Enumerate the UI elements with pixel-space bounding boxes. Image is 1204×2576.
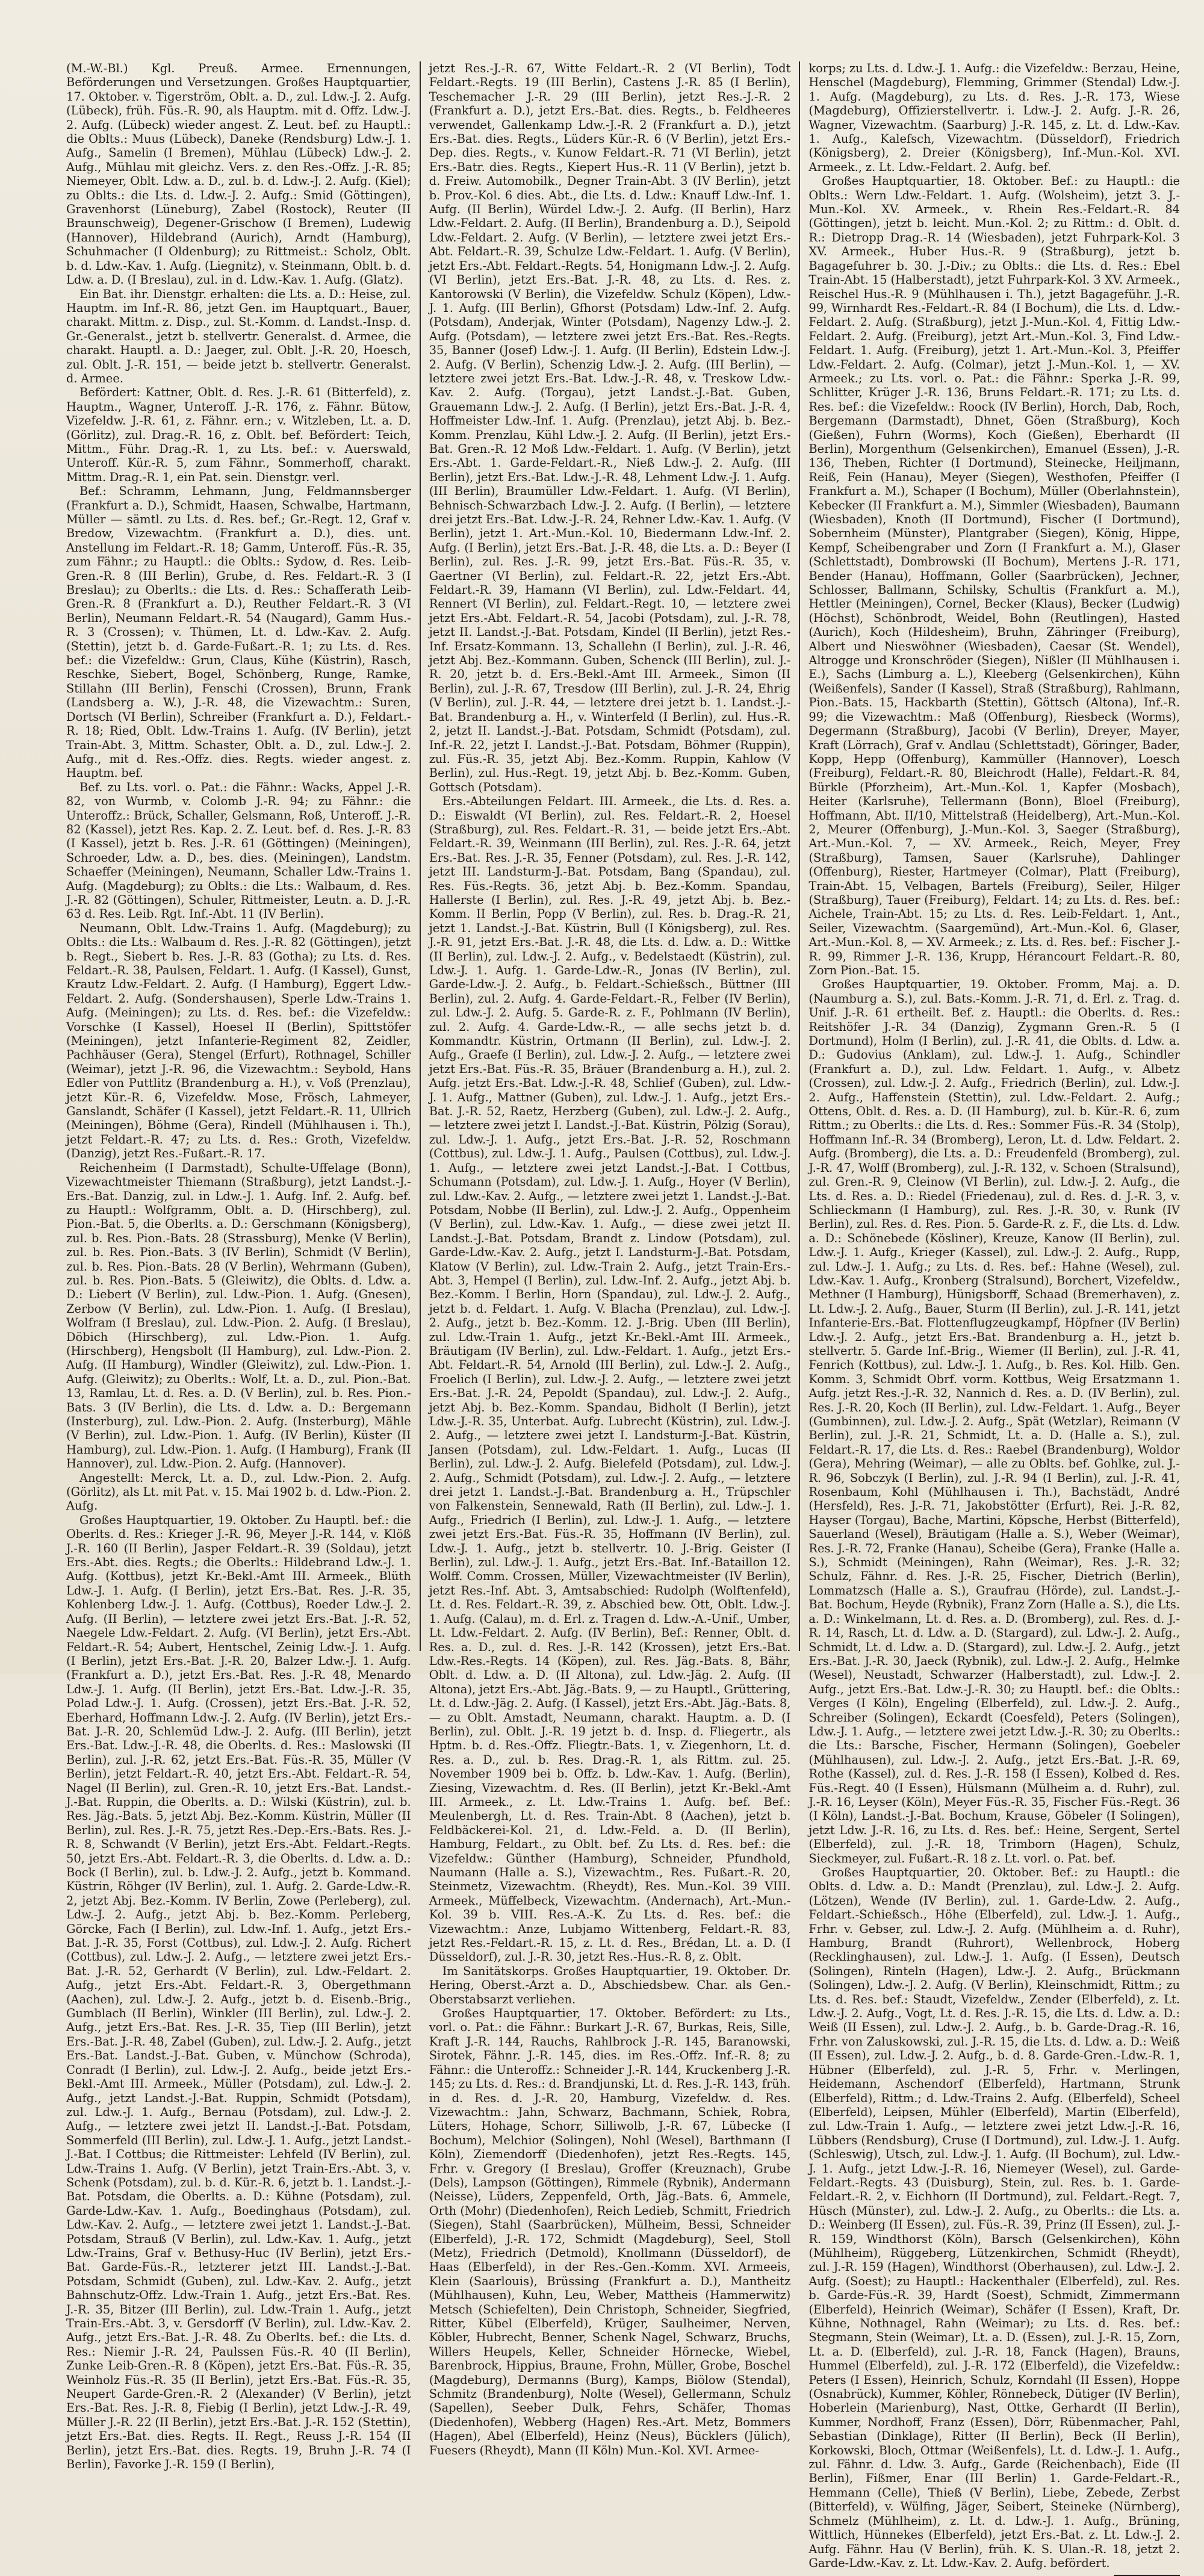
paragraph: Großes Hauptquartier, 19. Oktober. Fromm, Maj. a. D. (Naumburg a. S.), zul. Bats.-Komm. J.-R. 71, d. Erl. z. Trag. d. Unif. J.-R. 61 ertheilt. Bef. z. Hauptl.: die Oberlts. d. Res.: Reitshöfer J.-R. 34 (Danzig), Zygmann Gren.-R. 5 (I Dortmund), Holm (I Berlin), zul. J.-R. 41, die Oblts. d. Ldw. a. D.: Gudovius (Anklam), zul. Ldw.-J. 1. Aufg., Schindler (Frankfurt a. D.), zul. Ldw. Feldart. 1. Aufg., v. Albetz (Crossen), zul. Ldw.-J. 2. Aufg., Friedrich (Berlin), zul. Ldw.-J. 2. Aufg., Haffenstein (Stettin), zul. Ldw.-Feldart. 2. Aufg.; Ottens, Oblt. d. Res. a. D. (II Hamburg), zul. b. Kür.-R. 6, zum Rittm.; zu Oberlts.: die Lts. d. Res.: Sommer Füs.-R. 34 (Stolp), Hoffmann Inf.-R. 34 (Bromberg), Leron, Lt. d. Ldw. Feldart. 2. Aufg. (Bromberg), die Lts. a. D.: Freudenfeld (Bromberg), zul. J.-R. 47, Wolff (Bromberg), zul. J.-R. 132, v. Schoen (Stralsund), zul. Gren.-R. 9, Cleinow (VI Berlin), zul. Ldw.-J. 2. Aufg., die Lts. d. Res. a. D.: Riedel (Friedenau), zul. d. Res. d. J.-R. 3, v. Schlieckmann (I Hamburg), zul. Res. J.-R. 30, v. Runk (IV Berlin), zul. Res. d. Res. Pion. 5. Garde-R. z. F., die Lts. d. Ldw. a. D.: Schönebede (Kösliner), Kreuze, Kanow (II Berlin), zul. Ldw.-J. 1. Aufg., Krieger (Kassel), zul. Ldw.-J. 2. Aufg., Rupp, zul. Ldw.-J. 1. Aufg.; zu Lts. d. Res. bef.: Hahne (Wesel), zul. Ldw.-Kav. 1. Aufg., Kronberg (Stralsund), Borchert, Vizefeldw., Methner (I Hamburg), Hünigsborff, Schaad (Bremerhaven), z. Lt. Ldw.-J. 2. Aufg., Bauer, Sturm (II Berlin), zul. J.-R. 141, jetzt Infanterie-Ers.-Bat. Flottenflugzeugkampf, Höpfner (IV Berlin) Ldw.-J. 2. Aufg., jetzt Ers.-Bat. Brandenburg a. H., jetzt b. stellvertr. 5. Garde Inf.-Brig., Wiemer (II Berlin), zul. J.-R. 41, Fenrich (Kottbus), zul. Ldw.-J. 1. Aufg., b. Res. Kol. Hilb. Gen. Komm. 3, Schmidt Obrf. vorm. Kottbus, Weig Ersatzmann 1. Aufg. jetzt Res.-J.-R. 32, Nannich d. Res. a. D. (IV Berlin), zul. Res. J.-R. 20, Koch (II Berlin), zul. Ldw.-Feldart. 1. Aufg., Beyer (Gumbinnen), zul. Ldw.-J. 2. Aufg., Spät (Wetzlar), Reimann (V Berlin), zul. J.-R. 21, Schmidt, Lt. a. D. (Halle a. S.), zul. Feldart.-R. 17, die Lts. d. Res.: Raebel (Brandenburg), Woldor (Gera), Mehring (Weimar), — alle zu Oblts. bef. Gohlke, zul. J.-R. 96, Sobczyk (I Berlin), zul. J.-R. 94 (I Berlin), zul. J.-R. 41, Rosenbaum, Kohl (Mühlhausen i. Th.), Bachstädt, André (Hersfeld), Res. J.-R. 71, Jakobstötter (Erfurt), Rei. J.-R. 82, Hayser (Torgau), Bache, Martini, Köpsche, Herbst (Bitterfeld), Sauerland (Wesel), Bräutigam (Halle a. S.), Weber (Weimar), Res. J.-R. 72, Franke (Hanau), Scheibe (Gera), Franke (Halle a. S.), Schmidt (Meiningen), Rahn (Weimar), Res. J.-R. 32; Schulz, Fähnr. d. Res. J.-R. 25, Fischer, Dietrich (Berlin), Lommatzsch (Halle a. S.), Graufrau (Hörde), zul. Landst.-J.-Bat. Bochum, Heyde (Rybnik), Franz Zorn (Halle a. S.), die Lts. a. D.: Winkelmann, Lt. d. Res. a. D. (Bromberg), zul. Res. d. J.-R. 14, Rasch, Lt. d. Ldw. a. D. (Stargard), zul. Ldw.-J. 2. Aufg., Schmidt, Lt. d. Ldw. a. D. (Stargard), zul. Ldw.-J. 2. Aufg., jetzt Ers.-Bat. J.-R. 30, Jaeck (Rybnik), zul. Ldw.-J. 2. Aufg., Helmke (Wesel), Neustadt, Schwarzer (Halberstadt), zul. Ldw.-J. 2. Aufg., jetzt Ers.-Bat. Ldw.-J.-R. 30; zu Hauptl. bef.: die Oblts.: Verges (I Köln), Engeling (Elberfeld), zul. Ldw.-J. 2. Aufg., Schreiber (Solingen), Eckardt (Coesfeld), Peters (Solingen), Ldw.-J. 1. Aufg., — letztere zwei jetzt Ldw.-J.-R. 30; zu Oberlts.: die Lts.: Barsche, Fischer, Hermann (Solingen), Goebeler (Mühlhausen), zul. Ldw.-J. 2. Aufg., jetzt Ers.-Bat. J.-R. 69, Rothe (Kassel), zul. d. Res. J.-R. 158 (I Essen), Kolbed d. Res. Füs.-Regt. 40 (I Essen), Hülsmann (Mülheim a. d. Ruhr), zul. J.-R. 16, Leyser (Köln), Meyer Füs.-R. 35, Fischer Füs.-Regt. 36 (I Köln), Landst.-J.-Bat. Bochum, Krause, Göbeler (I Solingen), jetzt Ldw. J.-R. 16, zu Lts. d. Res. bef.: Heine, Sergent, Sertel (Elberfeld), zul. J.-R. 18, Trimborn (Hagen), Schulz, Sieckmeyer, zul. Fußart.-R. 18 z. Lt. vorl. o. Pat. bef. [808,977,1180,1865]
paragraph: (M.-W.-Bl.) Kgl. Preuß. Armee. Ernennungen, Beförderungen und Versetzungen. Großes Hauptquartier, 17. Oktober. v. Tigerström, Oblt. a. D., zul. Ldw.-J. 2. Aufg. (Lübeck), früh. Füs.-R. 90, als Hauptm. mit d. Offz. Ldw.-J. 2. Aufg. (Lübeck) wieder angest. Z. Leut. bef. zu Hauptl.: die Oblts.: Muus (Lübeck), Daneke (Rendsburg) Ldw.-J. 1. Aufg., Samelin (I Bremen), Mühlau (Lübeck) Ldw.-J. 2. Aufg., Mühlau mit gleichz. Vers. z. den Res.-Offz. J.-R. 85; Niemeyer, Oblt. Ldw. a. D., zul. b. d. Ldw.-J. 2. Aufg. (Kiel); zu Oblts.: die Lts. d. Ldw.-J. 2. Aufg.: Smid (Göttingen), Gravenhorst (Lüneburg), Zabel (Rostock), Reuter (II Braunschweig), Degener-Grischow (I Bremen), Ludewig (Hannover), Hildebrand (Aurich), Arndt (Hamburg), Schuhmacher (I Oldenburg); zu Rittmeist.: Scholz, Oblt. b. d. Ldw.-Kav. 1. Aufg. (Liegnitz), v. Steinmann, Oblt. b. d. Ldw. a. D. (I Breslau), zul. in d. Ldw.-Kav. 1. Aufg. (Glatz). [66,61,411,287]
paragraph: korps; zu Lts. d. Ldw.-J. 1. Aufg.: die Vizefeldw.: Berzau, Heine, Henschel (Magdeburg), Flemming, Grimmer (Stendal) Ldw.-J. 1. Aufg. (Magdeburg), zu Lts. d. Res. J.-R. 173, Wiese (Magdeburg), Offizierstellvertr. i. Ldw.-J. 2. Aufg. J.-R. 26, Wagner, Vizewachtm. (Saarburg) J.-R. 145, z. Lt. d. Ldw.-Kav. 1. Aufg., Kalefsch, Vizewachtm. (Düsseldorf), Friedrich (Königsberg), 2. Dreier (Königsberg), Inf.-Mun.-Kol. XVI. Armeek., z. Lt. Ldw.-Feldart. 2. Aufg. bef. [808,61,1180,174]
column-2-text [429,61,791,2457]
paragraph: Großes Hauptquartier, 18. Oktober. Bef.: zu Hauptl.: die Oblts.: Wern Ldw.-Feldart. 1. Aufg. (Wolsheim), jetzt 3. J.-Mun.-Kol. XV. Armeek., v. Rhein Res.-Feldart.-R. 84 (Göttingen), jetzt b. leicht. Mun.-Kol. 2; zu Rittm.: d. Oblt. d. R.: Dietropp Drag.-R. 14 (Wiesbaden), jetzt Fuhrpark-Kol. 3 XV. Armeek., Huber Hus.-R. 9 (Straßburg), jetzt b. Bagagefuhrer b. 30. J.-Div.; zu Oblts.: die Lts. d. Res.: Ebel Train-Abt. 15 (Halberstadt), jetzt Fuhrpark-Kol. 3 XV. Armeek., Reischel Hus.-R. 9 (Mühlhausen i. Th.), jetzt Bagageführ. J.-R. 99, Wirnhardt Res.-Feldart.-R. 84 (I Bochum), die Lts. d. Ldw.-Feldart. 2. Aufg. (Straßburg), jetzt J.-Mun.-Kol. 4, Fittig Ldw.-Feldart. 2. Aufg. (Freiburg), jetzt Art.-Mun.-Kol. 3, Find Ldw.-Feldart. 1. Aufg. (Freiburg), jetzt 1. Art.-Mun.-Kol. 3, Pfeiffer Ldw.-Feldart. 2. Aufg. (Colmar), jetzt J.-Mun.-Kol. 1, — XV. Armeek.; zu Lts. vorl. o. Pat.: die Fähnr.: Sperka J.-R. 99, Schlitter, Krüger J.-R. 136, Bruns Feldart.-R. 171; zu Lts. d. Res. bef.: die Vizefeldw.: Roock (IV Berlin), Horch, Dab, Roch, Bergemann (Darmstadt), Dhnet, Göen (Straßburg), Koch (Gießen), Fuhrn (Worms), Koch (Gießen), Eberhardt (II Berlin), Morgenthum (Gelsenkirchen), Emanuel (Essen), J.-R. 136, Theben, Richter (I Dortmund), Steinecke, Heiljmann, Reiß, Fein (Hanau), Meyer (Siegen), Westhofen, Pfeiffer (I Frankfurt a. M.), Schaper (I Bochum), Müller (Oberlahnstein), Kebecker (II Frankfurt a. M.), Simmler (Wiesbaden), Baumann (Wiesbaden), Knoth (II Dortmund), Fischer (I Dortmund), Sobernheim (Münster), Plantgraber (Siegen), König, Hippe, Kempf, Scheibengraber und Zorn (I Frankfurt a. M.), Glaser (Schlettstadt), Dombrowski (II Bochum), Mertens J.-R. 171, Bender (Hanau), Hoffmann, Goller (Saarbrücken), Jechner, Schlosser, Ballmann, Schilsky, Schultis (Frankfurt a. M.), Hettler (Meiningen), Cornel, Becker (Klaus), Becker (Ludwig) (Höchst), Schönbrodt, Weidel, Bohn (Reutlingen), Hasted (Aurich), Koch (Hildesheim), Bruhn, Zähringer (Freiburg), Albert und Nieswöhner (Wiesbaden), Caesar (St. Wendel), Altrogge und Kronschröder (Siegen), Nißler (II Mühlhausen i. E.), Sachs (Limburg a. L.), Kleeberg (Gelsenkirchen), Kühn (Weißenfels), Sander (I Kassel), Straß (Straßburg), Rahlmann, Pion.-Bats. 15, Hackbarth (Stettin), Göttsch (Altona), Inf.-R. 99; die Vizewachtm.: Maß (Offenburg), Riesbeck (Worms), Degermann (Straßburg), Jacobi (V Berlin), Dreyer, Mayer, Kraft (Lörrach), Graf v. Andlau (Schlettstadt), Göringer, Bader, Kopp, Hepp (Offenburg), Kammüller (Hannover), Loesch (Freiburg), Feldart.-R. 80, Bleichrodt (Halle), Feldart.-R. 84, Bürkle (Pforzheim), Art.-Mun.-Kol. 1, Kapfer (Mosbach), Heiter (Karlsruhe), Tellermann (Bonn), Bloel (Freiburg), Hoffmann, Abt. II/10, Mittelstraß (Heidelberg), Art.-Mun.-Kol. 2, Meurer (Offenburg), J.-Mun.-Kol. 3, Saeger (Straßburg), Art.-Mun.-Kol. 7, — XV. Armeek., Reich, Meyer, Frey (Straßburg), Tamsen, Sauer (Karlsruhe), Dahlinger (Offenburg), Riester, Hartmeyer (Colmar), Platt (Freiburg), Train-Abt. 15, Velbagen, Bartels (Freiburg), Seiler, Hilger (Straßburg), Tauer (Freiburg), Feldart. 14; zu Lts. d. Res. bef.: Aichele, Train-Abt. 15; zu Lts. d. Res. Leib-Feldart. 1, Ant., Seiler, Vizewachtm. (Saargemünd), Art.-Mun.-Kol. 6, Glaser, Art.-Mun.-Kol. 8, — XV. Armeek.; z. Lts. d. Res. bef.: Fischer J.-R. 99, Rimmer J.-R. 136, Krupp, Hérancourt Feldart.-R. 80, Zorn Pion.-Bat. 15. [808,174,1180,977]
column-1-text [66,61,411,2471]
column-3-text [808,61,1180,2576]
paragraph: Angestellt: Merck, Lt. a. D., zul. Ldw.-Pion. 2. Aufg. (Görlitz), als Lt. mit Pat. v. 15. Mai 1902 b. d. Ldw.-Pion. 2. Aufg. [66,1470,411,1513]
paragraph: Großes Hauptquartier, 19. Oktober. Zu Hauptl. bef.: die Oberlts. d. Res.: Krieger J.-R. 96, Meyer J.-R. 144, v. Klöß J.-R. 160 (II Berlin), Jasper Feldart.-R. 39 (Soldau), jetzt Ers.-Abt. dies. Regts.; die Oberlts.: Hildebrand Ldw.-J. 1. Aufg. (Kottbus), jetzt Kr.-Bekl.-Amt III. Armeek., Blüth Ldw.-J. 1. Aufg. (I Berlin), jetzt Ers.-Bat. Res. J.-R. 35, Kohlenberg Ldw.-J. 1. Aufg. (Cottbus), Roeder Ldw.-J. 2. Aufg. (II Berlin), — letztere zwei jetzt Ers.-Bat. J.-R. 52, Naegele Ldw.-Feldart. 2. Aufg. (VI Berlin), jetzt Ers.-Abt. Feldart.-R. 54; Aubert, Hentschel, Zeinig Ldw.-J. 1. Aufg. (I Berlin), jetzt Ers.-Bat. J.-R. 20, Balzer Ldw.-J. 1. Aufg. (Frankfurt a. D.), jetzt Ers.-Bat. Res. J.-R. 48, Menardo Ldw.-J. 1. Aufg. (II Berlin), jetzt Ers.-Bat. Ldw.-J.-R. 35, Polad Ldw.-J. 1. Aufg. (Crossen), jetzt Ers.-Bat. J.-R. 52, Eberhard, Hoffmann Ldw.-J. 2. Aufg. (IV Berlin), jetzt Ers.-Bat. J.-R. 20, Schlemüd Ldw.-J. 2. Aufg. (III Berlin), jetzt Ers.-Bat. Ldw.-J.-R. 48, die Oberlts. d. Res.: Maslowski (II Berlin), zul. J.-R. 62, jetzt Ers.-Bat. Füs.-R. 35, Müller (V Berlin), jetzt Feldart.-R. 40, jetzt Ers.-Abt. Feldart.-R. 54, Nagel (II Berlin), zul. Gren.-R. 10, jetzt Ers.-Bat. Landst.-J.-Bat. Ruppin, die Oberlts. a. D.: Wilski (Küstrin), zul. b. Res. Jäg.-Bats. 5, jetzt Abj. Bez.-Komm. Küstrin, Müller (II Berlin), zul. Res. J.-R. 75, jetzt Res.-Dep.-Ers.-Bats. Res. J.-R. 8, Schwandt (V Berlin), jetzt Ers.-Abt. Feldart.-Regts. 50, jetzt Ers.-Abt. Feldart.-R. 3, die Oberlts. d. Ldw. a. D.: Bock (I Berlin), zul. b. Ldw.-J. 2. Aufg., jetzt b. Kommand. Küstrin, Röhger (IV Berlin), zul. 1. Aufg. 2. Garde-Ldw.-R. 2, jetzt Abj. Bez.-Komm. IV Berlin, Zowe (Perleberg), zul. Ldw.-J. 2. Aufg., jetzt Abj. b. Bez.-Komm. Perleberg, Görcke, Fach (I Berlin), zul. Ldw.-Inf. 1. Aufg., jetzt Ers.-Bat. J.-R. 35, Forst (Cottbus), zul. Ldw.-J. 2. Aufg. Richert (Cottbus), zul. Ldw.-J. 2. Aufg., — letztere zwei jetzt Ers.-Bat. J.-R. 52, Gerhardt (V Berlin), zul. Ldw.-Feldart. 2. Aufg., jetzt Ers.-Abt. Feldart.-R. 3, Obergethmann (Aachen), zul. Ldw.-J. 2. Aufg., jetzt b. d. Eisenb.-Brig., Gumblach (II Berlin), Winkler (III Berlin), zul. Ldw.-J. 2. Aufg., jetzt Ers.-Bat. Res. J.-R. 35, Tiep (III Berlin), jetzt Ers.-Bat. J.-R. 48, Zabel (Guben), zul. Ldw.-J. 2. Aufg., jetzt Ers.-Bat. Landst.-J.-Bat. Guben, v. Münchow (Schroda), Conradt (I Berlin), zul. Ldw.-J. 2. Aufg., beide jetzt Ers.-Bekl.-Amt III. Armeek., Müller (Potsdam), zul. Ldw.-J. 2. Aufg., jetzt Landst.-J.-Bat. Ruppin, Schmidt (Potsdam), zul. Ldw.-J. 1. Aufg., Bernau (Potsdam), zul. Ldw.-J. 2. Aufg., — letztere zwei jetzt II. Landst.-J.-Bat. Potsdam, Sommerfeld (III Berlin), zul. Ldw.-J. 1. Aufg., jetzt Landst.-J.-Bat. I Cottbus; die Rittmeister: Lehfeld (IV Berlin), zul. Ldw.-Trains 1. Aufg. (V Berlin), jetzt Train-Ers.-Abt. 3, v. Schenk (Potsdam), zul. b. d. Kür.-R. 6, jetzt b. 1. Landst.-J.-Bat. Potsdam, die Oberlts. a. D.: Kühne (Potsdam), zul. Garde-Ldw.-Kav. 1. Aufg., Boedinghaus (Potsdam), zul. Ldw.-Kav. 2. Aufg., — letztere zwei jetzt 1. Landst.-J.-Bat. Potsdam, Strauß (V Berlin), zul. Ldw.-Kav. 1. Aufg., jetzt Ldw.-Trains, Graf v. Bethusy-Huc (IV Berlin), jetzt Ers.-Bat. Garde-Füs.-R., letzterer jetzt III. Landst.-J.-Bat. Potsdam, Schmidt (Guben), zul. Ldw.-Kav. 2. Aufg., jetzt Bahnschutz-Offz. Ldw.-Train 1. Aufg., jetzt Ers.-Bat. Res. J.-R. 35, Bitzer (III Berlin), zul. Ldw.-Train 1. Aufg., jetzt Train-Ers.-Abt. 3, v. Gersdorff (V Berlin), zul. Ldw.-Kav. 2. Aufg., jetzt Ers.-Bat. J.-R. 48. Zu Oberlts. bef.: die Lts. d. Res.: Niemir J.-R. 24, Paulssen Füs.-R. 40 (II Berlin), Zunke Leib-Gren.-R. 8 (Köpen), jetzt Ers.-Bat. Füs.-R. 35, Weinholz Füs.-R. 35 (II Berlin), jetzt Ers.-Bat. Füs.-R. 35, Neupert Garde-Gren.-R. 2 (Alexander) (V Berlin), jetzt Ers.-Bat. Res. J.-R. 8, Fiebig (I Berlin), jetzt Ldw.-J.-R. 49, Müller J.-R. 22 (II Berlin), jetzt Ers.-Bat. J.-R. 152 (Stettin), jetzt Ers.-Bat. dies. Regts. II. Regt., Reuss J.-R. 154 (II Berlin), jetzt Ers.-Bat. dies. Regts. 19, Bruhn J.-R. 74 (I Berlin), Favorke J.-R. 159 (I Berlin), [66,1513,411,2472]
paragraph: jetzt Res.-J.-R. 67, Witte Feldart.-R. 2 (VI Berlin), Todt Feldart.-Regts. 19 (III Berlin), Castens J.-R. 85 (I Berlin), Teschemacher J.-R. 29 (III Berlin), jetzt Res.-J.-R. 2 (Frankfurt a. D.), jetzt Ers.-Bat. dies. Regts., b. Feldheeres verwendet, Gallenkamp Ldw.-J.-R. 2 (Frankfurt a. D.), jetzt Ers.-Bat. dies. Regts., Lüders Kür.-R. 6 (V Berlin), jetzt Ers.-Dep. dies. Regts., v. Kunow Feldart.-R. 71 (VI Berlin), jetzt Ers.-Batr. dies. Regts., Kiepert Hus.-R. 11 (V Berlin), jetzt b. d. Freiw. Automobilk., Degner Train-Abt. 3 (IV Berlin), jetzt b. Prov.-Kol. 6 dies. Abt., die Lts. d. Ldw.: Knauff Ldw.-Inf. 1. Aufg. (II Berlin), Würdel Ldw.-J. 2. Aufg. (II Berlin), Harz Ldw.-Feldart. 2. Aufg. (II Berlin), Brandenburg a. D.), Seipold Ldw.-Feldart. 2. Aufg. (V Berlin), — letztere zwei jetzt Ers.-Abt. Feldart.-R. 39, Schulze Ldw.-Feldart. 1. Aufg. (V Berlin), jetzt Ers.-Abt. Feldart.-Regts. 54, Honigmann Ldw.-J. 2. Aufg. (VI Berlin), jetzt Ers.-Bat. J.-R. 48, zu Lts. d. Res. z. Kantorowski (V Berlin), die Vizefeldw. Schulz (Köpen), Ldw.-J. 1. Aufg. (III Berlin), Gfhorst (Potsdam) Ldw.-Inf. 2. Aufg. (Potsdam), Anderjak, Winter (Potsdam), Nagenzy Ldw.-J. 2. Aufg. (Potsdam), — letztere zwei jetzt Ers.-Bat. Res.-Regts. 35, Banner (Josef) Ldw.-J. 1. Aufg. (II Berlin), Edstein Ldw.-J. 2. Aufg. (V Berlin), Schenzig Ldw.-J. 2. Aufg. (III Berlin), — letztere zwei jetzt Ers.-Bat. Ldw.-J.-R. 48, v. Treskow Ldw.-Kav. 2. Aufg. (Torgau), jetzt Landst.-J.-Bat. Guben, Grauemann Ldw.-J. 2. Aufg. (I Berlin), jetzt Ers.-Bat. J.-R. 4, Hoffmeister Ldw.-Inf. 1. Aufg. (Prenzlau), jetzt Abj. b. Bez.-Komm. Prenzlau, Kühl Ldw.-J. 2. Aufg. (II Berlin), jetzt Ers.-Bat. Gren.-R. 12 Moß Ldw.-Feldart. 1. Aufg. (V Berlin), jetzt Ers.-Abt. 1. Garde-Feldart.-R., Nieß Ldw.-J. 2. Aufg. (III Berlin), jetzt Ers.-Bat. Ldw.-J.-R. 48, Lehment Ldw.-J. 1. Aufg. (III Berlin), Braumüller Ldw.-Feldart. 1. Aufg. (VI Berlin), Behnisch-Schwarzbach Ldw.-J. 2. Aufg. (I Berlin), — letztere drei jetzt Ers.-Bat. Ldw.-J.-R. 24, Rehner Ldw.-Kav. 1. Aufg. (V Berlin), jetzt 1. Art.-Mun.-Kol. 10, Biedermann Ldw.-Inf. 2. Aufg. (I Berlin), jetzt Ers.-Bat. J.-R. 48, die Lts. a. D.: Beyer (I Berlin), zul. Res. J.-R. 99, jetzt Ers.-Bat. Füs.-R. 35, v. Gaertner (VI Berlin), zul. Feldart.-R. 22, jetzt Ers.-Abt. Feldart.-R. 39, Hamann (VI Berlin), zul. Ldw.-Feldart. 44, Rennert (VI Berlin), zul. Feldart.-Regt. 10, — letztere zwei jetzt Ers.-Abt. Feldart.-R. 54, Jacobi (Potsdam), zul. J.-R. 78, jetzt II. Landst.-J.-Bat. Potsdam, Kindel (II Berlin), jetzt Res.-Inf. Ersatz-Kommann. 13, Schallehn (I Berlin), zul. J.-R. 46, jetzt Abj. Bez.-Kommann. Guben, Schenck (III Berlin), zul. J.-R. 20, jetzt b. d. Ers.-Bekl.-Amt III. Armeek., Simon (II Berlin), zul. J.-R. 67, Tresdow (III Berlin), zul. J.-R. 24, Ehrig (V Berlin), zul. J.-R. 44, — letztere drei jetzt b. 1. Landst.-J.-Bat. Brandenburg a. H., v. Winterfeld (I Berlin), zul. Hus.-R. 2, jetzt II. Landst.-J.-Bat. Potsdam, Schmidt (Potsdam), zul. Inf.-R. 22, jetzt I. Landst.-J.-Bat. Potsdam, Böhmer (Ruppin), zul. Füs.-R. 35, jetzt Abj. Bez.-Komm. Ruppin, Kahlow (V Berlin), zul. Hus.-Regt. 19, jetzt Abj. b. Bez.-Komm. Guben, Gottsch (Potsdam). [429,61,791,794]
paragraph: Ein Bat. ihr. Dienstgr. erhalten: die Lts. a. D.: Heise, zul. Hauptm. im Inf.-R. 86, jetzt Gen. im Hauptquart., Bauer, charakt. Mittm. z. Disp., zul. St.-Komm. d. Landst.-Insp. d. Gr.-Generalst., jetzt b. stellvertr. Generalst. d. Armee, die charakt. Hauptl. a. D.: Jaeger, zul. Oblt. J.-R. 20, Hoesch, zul. Oblt. J.-R. 151, — beide jetzt b. stellvertr. Generalst. d. Armee. [66,287,411,385]
paragraph: Großes Hauptquartier, 17. Oktober. Befördert: zu Lts., vorl. o. Pat.: die Fähnr.: Burkart J.-R. 67, Burkas, Reis, Sille, Kraft J.-R. 144, Rauchs, Rahlbrock J.-R. 145, Baranowski, Sirotek, Fähnr. J.-R. 145, dies. im Res.-Offz. Inf.-R. 8; zu Fähnr.: die Unteroffz.: Schneider J.-R. 144, Kruckenberg J.-R. 145; zu Lts. d. Res.: d. Brandjunski, Lt. d. Res. J.-R. 143, früh. in d. Res. d. J.-R. 20, Hamburg, Vizefeldw. d. Res. Vizewachtm.: Jahn, Schwarz, Bachmann, Schiek, Robra, Lüters, Hohage, Schorr, Silliwolb, J.-R. 67, Lübecke (I Bochum), Melchior (Solingen), Nohl (Wesel), Barthmann (I Köln), Ziemendorff (Diedenhofen), jetzt Res.-Regts. 145, Frhr. v. Gregory (I Breslau), Groffer (Kreuznach), Grube (Dels), Lampson (Göttingen), Rimmele (Rybnik), Andermann (Neisse), Lüders, Zeppenfeld, Orth, Jäg.-Bats. 6, Ammele, Orth (Mohr) (Diedenhofen), Reich Ledieb, Schmitt, Friedrich (Siegen), Stahl (Saarbrücken), Mülheim, Bessi, Schneider (Elberfeld), J.-R. 172, Schmidt (Magdeburg), Seel, Stoll (Metz), Friedrich (Detmold), Knollmann (Düsseldorf), de Haas (Elberfeld), in der Res.-Gen.-Komm. XVI. Armeeis, Klein (Saarlouis), Brüssing (Frankfurt a. D.), Mantheitz (Mühlhausen), Kuhn, Leu, Weber, Mattheis (Hammerwitz) Metsch (Schiefelten), Dein Christoph, Schneider, Siegfried, Ritter, Kübel (Elberfeld), Krüger, Saulheimer, Nerven, Köbler, Hubrecht, Benner, Schenk Nagel, Schwarz, Bruchs, Willers Heupels, Keller, Schneider Hörnecke, Wiebel, Barenbrock, Hippius, Braune, Frohn, Müller, Grobe, Boschel (Magdeburg), Dermanns (Burg), Kamps, Biölow (Stendal), Schmitz (Brandenburg), Nolte (Wesel), Gellermann, Schulz (Sapellen), Seeber Dulk, Fehrs, Schäfer, Thomas (Diedenhofen), Webberg (Hagen) Res.-Art. Metz, Bommers (Hagen), Abel (Elberfeld), Heinz (Neus), Bücklers (Jülich), Fuesers (Rheydt), Mann (II Köln) Mun.-Kol. XVI. Armee- [429,2006,791,2457]
column-3 [800,61,1180,2570]
column-1 [66,61,420,2472]
paragraph: Reichenheim (I Darmstadt), Schulte-Uffelage (Bonn), Vizewachtmeister Thiemann (Straßburg), jetzt Landst.-J.-Ers.-Bat. Danzig, zul. in Ldw.-J. 1. Aufg. Inf. 2. Aufg. bef. zu Hauptl.: Wolfgramm, Oblt. a. D. (Hirschberg), zul. Pion.-Bat. 5, die Oberlts. a. D.: Gerschmann (Königsberg), zul. b. Res. Pion.-Bats. 28 (Strassburg), Menke (V Berlin), zul. b. Res. Pion.-Bats. 3 (IV Berlin), Schmidt (V Berlin), zul. b. Res. Pion.-Bats. 28 (V Berlin), Wehrmann (Guben), zul. b. Res. Pion.-Bats. 5 (Gleiwitz), die Oblts. d. Ldw. a. D.: Liebert (V Berlin), zul. Ldw.-Pion. 1. Aufg. (Gnesen), Zerbow (V Berlin), zul. Ldw.-Pion. 1. Aufg. (I Breslau), Wolfram (I Breslau), zul. Ldw.-Pion. 2. Aufg. (I Breslau), Döbich (Hirschberg), zul. Ldw.-Pion. 1. Aufg. (Hirschberg), Hengsbolt (II Hamburg), zul. Ldw.-Pion. 2. Aufg. (II Hamburg), Windler (Gleiwitz), zul. Ldw.-Pion. 1. Aufg. (Gleiwitz); zu Oberlts.: Wolf, Lt. a. D., zul. Pion.-Bat. 13, Ramlau, Lt. d. Res. a. D. (V Berlin), zul. b. Res. Pion.-Bats. 3 (IV Berlin), die Lts. d. Ldw. a. D.: Bergemann (Insterburg), zul. Ldw.-Pion. 2. Aufg. (Insterburg), Mähle (V Berlin), zul. Ldw.-Pion. 1. Aufg. (IV Berlin), Küster (II Hamburg), zul. Ldw.-Pion. 1. Aufg. (I Hamburg), Frank (II Hannover), zul. Ldw.-Pion. 2. Aufg. (Hannover). [66,1160,411,1471]
column-2 [421,61,799,2457]
paragraph: Neumann, Oblt. Ldw.-Trains 1. Aufg. (Magdeburg); zu Oblts.: die Lts.: Walbaum d. Res. J.-R. 82 (Göttingen), jetzt b. Regt., Siebert b. Res. J.-R. 83 (Gotha); zu Lts. d. Res. Feldart.-R. 38, Paulsen, Feldart. 1. Aufg. (I Kassel), Gunst, Krautz Ldw.-Feldart. 2. Aufg. (I Hamburg), Eggert Ldw.-Feldart. 2. Aufg. (Sondershausen), Sperle Ldw.-Trains 1. Aufg. (Meiningen); zu Lts. d. Res. bef.: die Vizefeldw.: Vorschke (I Kassel), Hoesel II (Berlin), Spittstöfer (Meiningen), jetzt Infanterie-Regiment 82, Zeidler, Pachhäuser (Gera), Stengel (Erfurt), Rothnagel, Schiller (Weimar), jetzt J.-R. 96, die Vizewachtm.: Seybold, Hans Edler von Puttlitz (Brandenburg a. H.), v. Voß (Prenzlau), jetzt Kür.-R. 6, Vizefeldw. Mose, Frösch, Lahmeyer, Ganslandt, Schäfer (I Kassel), jetzt Feldart.-R. 11, Ullrich (Meiningen), Böhme (Gera), Rindell (Mühlhausen i. Th.), jetzt Feldart.-R. 47; zu Lts. d. Res.: Groth, Vizefeldw. (Danzig), jetzt Res.-Fußart.-R. 17. [66,921,411,1161]
paragraph: Bef.: Schramm, Lehmann, Jung, Feldmannsberger (Frankfurt a. D.), Schmidt, Haasen, Schwalbe, Hartmann, Müller — sämtl. zu Lts. d. Res. bef.; Gr.-Regt. 12, Graf v. Bredow, Vizewachtm. (Frankfurt a. D.), dies. unt. Anstellung im Feldart.-R. 18; Gamm, Unteroff. Füs.-R. 35, zum Fähnr.; zu Hauptl.: die Oblts.: Sydow, d. Res. Leib-Gren.-R. 8 (III Berlin), Grube, d. Res. Feldart.-R. 3 (I Breslau); zu Oberlts.: die Lts. d. Res.: Schafferath Leib-Gren.-R. 8 (Frankfurt a. D.), Reuther Feldart.-R. 3 (VI Berlin), Neumann Feldart.-R. 54 (Naugard), Gamm Hus.-R. 3 (Crossen); v. Thümen, Lt. d. Ldw.-Kav. 2. Aufg. (Stettin), jetzt b. d. Garde-Fußart.-R. 1; zu Lts. d. Res. bef.: die Vizefeldw.: Grun, Claus, Kühe (Küstrin), Rasch, Reschke, Siebert, Bogel, Schönberg, Runge, Ramke, Stillahn (III Berlin), Fenschi (Crossen), Brunn, Frank (Landsberg a. W.), J.-R. 48, die Vizewachtm.: Suren, Dortsch (VI Berlin), Schreiber (Frankfurt a. D.), Feldart.-R. 18; Ried, Oblt. Ldw.-Trains 1. Aufg. (IV Berlin), jetzt Train-Abt. 3, Mittm. Schaster, Oblt. a. D., zul. Ldw.-J. 2. Aufg., mit d. Res.-Offz. dies. Regts. wieder angest. z. Hauptm. bef. [66,484,411,780]
paragraph: Im Sanitätskorps. Großes Hauptquartier, 19. Oktober. Dr. Hering, Oberst.-Arzt a. D., Abschiedsbew. Char. als Gen.-Oberstabsarzt verliehen. [429,1964,791,2006]
paragraph: Großes Hauptquartier, 20. Oktober. Bef.: zu Hauptl.: die Oblts. d. Ldw. a. D.: Mandt (Prenzlau), zul. Ldw.-J. 2. Aufg. (Lötzen), Wende (IV Berlin), zul. 1. Garde-Ldw. 2. Aufg., Feldart.-Schießsch., Höhe (Elberfeld), zul. Ldw.-J. 1. Aufg., Frhr. v. Gebser, zul. Ldw.-J. 2. Aufg. (Mühlheim a. d. Ruhr), Hamburg, Brandt (Ruhrort), Wellenbrock, Hoberg (Recklinghausen), zul. Ldw.-J. 1. Aufg. (I Essen), Deutsch (Solingen), Rinteln (Hagen), Ldw.-J. 2. Aufg., Brückmann (Solingen), Ldw.-J. 2. Aufg. (V Berlin), Kleinschmidt, Rittm.; zu Lts. d. Res. bef.: Staudt, Vizefeldw., Zender (Elberfeld), z. Lt. Ldw.-J. 2. Aufg., Vogt, Lt. d. Res. J.-R. 15, die Lts. d. Ldw. a. D.: Weiß (II Essen), zul. Ldw.-J. 2. Aufg., b. b. Garde-Drag.-R. 16, Frhr. von Zaluskowski, zul. J.-R. 15, die Lts. d. Ldw. a. D.: Weiß (II Essen), zul. Ldw.-J. 2. Aufg., b. d. 8. Garde-Gren.-Ldw.-R. 1, Hübner (Elberfeld), zul. J.-R. 5, Frhr. v. Merlingen, Heidemann, Aschendorf (Elberfeld), Hartmann, Strunk (Elberfeld), Rittm.; d. Ldw.-Trains 2. Aufg. (Elberfeld), Scheel (Elberfeld), Leipsen, Mühler (Elberfeld), Martin (Elberfeld), zul. Ldw.-Train 1. Aufg., — letztere zwei jetzt Ldw.-J.-R. 16, Lübbers (Rendsburg), Cruse (I Dortmund), zul. Ldw.-J. 1. Aufg. (Schleswig), Utsch, zul. Ldw.-J. 1. Aufg. (II Bochum), zul. Ldw.-J. 1. Aufg., jetzt Ldw.-J.-R. 16, Niemeyer (Wesel), zul. Garde-Feldart.-Regts. 43 (Duisburg), Stein, zul. Res. b. 1. Garde-Feldart.-R. 2, v. Eichhorn (II Dortmund), zul. Feldart.-Regt. 7, Hüsch (Münster), zul. Ldw.-J. 2. Aufg., zu Oberlts.: die Lts. a. D.: Weinberg (II Essen), zul. Füs.-R. 39, Prinz (II Essen), zul. J.-R. 159, Windthorst (Köln), Barsch (Gelsenkirchen), Köhn (Mühlheim), Rüggeberg, Lützenkirchen, Schmidt (Rheydt), zul. J.-R. 159 (Hagen), Windthorst (Oberhausen), zul. Ldw.-J. 2. Aufg. (Soest); zu Hauptl.: Hackenthaler (Elberfeld), zul. Res. b. Garde-Füs.-R. 39, Hardt (Soest), Schmidt, Zimmermann (Elberfeld), Heinrich (Weimar), Schäfer (I Essen), Kraft, Dr. Kühne, Nothnagel, Rahn (Weimar); zu Lts. d. Res. bef.: Stegmann, Stein (Weimar), Lt. a. D. (Essen), zul. J.-R. 15, Zorn, Lt. a. D. (Elberfeld), zul. J.-R. 18, Fanck (Hagen), Brauns, Hummel (Elberfeld), zul. J.-R. 172 (Elberfeld), die Vizefeldw.: Peters (I Essen), Heinrich, Schulz, Korndahl (II Essen), Hoppe (Osnabrück), Kummer, Köhler, Rönnebeck, Dütiger (IV Berlin), Hoberlein (Marienburg), Nast, Ottke, Gerhardt (II Berlin), Kummer, Nordhoff, Franz (Essen), Dörr, Rübenmacher, Pahl, Sebastian (Dinklage), Ritter (II Berlin), Beck (II Berlin), Korkowski, Bloch, Ottmar (Weißenfels), Lt. d. Ldw.-J. 1. Aufg., zul. Fähnr. d. Ldw. 3. Aufg., Garde (Reichenbach), Eide (II Berlin), Fißmer, Enar (III Berlin) 1. Garde-Feldart.-R., Hemmann (Celle), Thieß (V Berlin), Liebe, Zebede, Zerbst (Bitterfeld), v. Wülfing, Jäger, Seibert, Steineke (Nürnberg), Schmelz (Mühlheim), z. Lt. d. Ldw.-J. 1. Aufg., Brüning, Wittlich, Hünnekes (Elberfeld), jetzt Ers.-Bat. z. Lt. Ldw.-J. 2. Aufg. Fähnr. Hau (V Berlin), früh. K. S. Ulan.-R. 18, jetzt 2. Garde-Ldw.-Kav. z. Lt. Ldw.-Kav. 2. Aufg. befördert. [808,1865,1180,2570]
paragraph: Bef. zu Lts. vorl. o. Pat.: die Fähnr.: Wacks, Appel J.-R. 82, von Wurmb, v. Colomb J.-R. 94; zu Fähnr.: die Unteroffz.: Brück, Schaller, Gelsmann, Roß, Unteroff. J.-R. 82 (Kassel), jetzt Res. Kap. 2. Z. Leut. bef. d. Res. J.-R. 83 (I Kassel), jetzt b. Res. J.-R. 61 (Göttingen) (Meiningen), Schroeder, Ldw. a. D., bes. dies. (Meiningen), Landstm. Schaeffer (Meiningen), Neumann, Schaller Ldw.-Trains 1. Aufg. (Magdeburg); zu Oblts.: die Lts.: Walbaum, d. Res. J.-R. 82 (Göttingen), Schuler, Rittmeister, Leutn. a. D. J.-R. 63 d. Res. Leib. Rgt. Inf.-Abt. 11 (IV Berlin). [66,780,411,921]
page-columns [66,61,1180,2570]
paragraph: Ers.-Abteilungen Feldart. III. Armeek., die Lts. d. Res. a. D.: Eiswaldt (VI Berlin), zul. Res. Feldart.-R. 2, Hoesel (Straßburg), zul. Res. Feldart.-R. 31, — beide jetzt Ers.-Abt. Feldart.-R. 39, Weinmann (III Berlin), zul. Res. J.-R. 64, jetzt Ers.-Bat. Res. J.-R. 35, Fenner (Potsdam), zul. Res. J.-R. 142, jetzt III. Landsturm-J.-Bat. Potsdam, Bang (Spandau), zul. Res. Füs.-Regts. 36, jetzt Abj. b. Bez.-Komm. Spandau, Hallerste (I Berlin), zul. Res. J.-R. 49, jetzt Abj. b. Bez.-Komm. II Berlin, Popp (V Berlin), zul. Res. b. Drag.-R. 21, jetzt 1. Landst.-J.-Bat. Küstrin, Bull (I Königsberg), zul. Res. J.-R. 91, jetzt Ers.-Bat. J.-R. 48, die Lts. d. Ldw. a. D.: Wittke (II Berlin), zul. Ldw.-J. 2. Aufg., v. Bedelstaedt (Küstrin), zul. Ldw.-J. 1. Aufg. 1. Garde-Ldw.-R., Jonas (IV Berlin), zul. Garde-Ldw.-J. 2. Aufg., b. Feldart.-Schießsch., Büttner (III Berlin), zul. 2. Aufg. 4. Garde-Feldart.-R., Felber (IV Berlin), zul. Ldw.-J. 2. Aufg. 5. Garde-R. z. F., Pohlmann (IV Berlin), zul. 2. Aufg. 4. Garde-Ldw.-R., — alle sechs jetzt b. d. Kommandtr. Küstrin, Ortmann (II Berlin), zul. Ldw.-J. 2. Aufg., Graefe (I Berlin), zul. Ldw.-J. 2. Aufg., — letztere zwei jetzt Ers.-Bat. Füs.-R. 35, Bräuer (Brandenburg a. H.), zul. 2. Aufg. jetzt Ers.-Bat. Ldw.-J.-R. 48, Schlief (Guben), zul. Ldw.-J. 1. Aufg., Mattner (Guben), zul. Ldw.-J. 1. Aufg., jetzt Ers.-Bat. J.-R. 52, Raetz, Herzberg (Guben), zul. Ldw.-J. 2. Aufg., — letztere zwei jetzt I. Landst.-J.-Bat. Küstrin, Pölzig (Sorau), zul. Ldw.-J. 1. Aufg., jetzt Ers.-Bat. J.-R. 52, Roschmann (Cottbus), zul. Ldw.-J. 1. Aufg., Paulsen (Cottbus), zul. Ldw.-J. 1. Aufg., — letztere zwei jetzt Landst.-J.-Bat. I Cottbus, Schumann (Potsdam), zul. Ldw.-J. 1. Aufg., Hoyer (V Berlin), zul. Ldw.-Kav. 2. Aufg., — letztere zwei jetzt 1. Landst.-J.-Bat. Potsdam, Nobbe (II Berlin), zul. Ldw.-J. 2. Aufg., Oppenheim (V Berlin), zul. Ldw.-Kav. 1. Aufg., — diese zwei jetzt II. Landst.-J.-Bat. Potsdam, Brandt z. Lindow (Potsdam), zul. Garde-Ldw.-Kav. 2. Aufg., jetzt I. Landsturm-J.-Bat. Potsdam, Klatow (V Berlin), zul. Ldw.-Train 2. Aufg., jetzt Train-Ers.-Abt. 3, Hempel (I Berlin), zul. Ldw.-Inf. 2. Aufg., jetzt Abj. b. Bez.-Komm. I Berlin, Horn (Spandau), zul. Ldw.-J. 2. Aufg., jetzt b. d. Feldart. 1. Aufg. V. Blacha (Prenzlau), zul. Ldw.-J. 2. Aufg., jetzt b. Bez.-Komm. 12. J.-Brig. Uben (III Berlin), zul. Ldw.-Train 1. Aufg., jetzt Kr.-Bekl.-Amt III. Armeek., Bräutigam (IV Berlin), zul. Ldw.-Feldart. 1. Aufg., jetzt Ers.-Abt. Feldart.-R. 54, Arnold (III Berlin), zul. Ldw.-J. 2. Aufg., Froelich (I Berlin), zul. Ldw.-J. 2. Aufg., — letztere zwei jetzt Ers.-Bat. J.-R. 24, Pepoldt (Spandau), zul. Ldw.-J. 2. Aufg., jetzt Abj. b. Bez.-Komm. Spandau, Bidholt (I Berlin), jetzt Ldw.-J.-R. 35, Unterbat. Aufg. Lubrecht (Küstrin), zul. Ldw.-J. 2. Aufg., — letztere zwei jetzt I. Landsturm-J.-Bat. Küstrin, Jansen (Potsdam), zul. Ldw.-Feldart. 1. Aufg., Lucas (II Berlin), zul. Ldw.-J. 2. Aufg. Bielefeld (Potsdam), zul. Ldw.-J. 2. Aufg., Schmidt (Potsdam), zul. Ldw.-J. 2. Aufg., — letztere drei jetzt 1. Landst.-J.-Bat. Brandenburg a. H., Trüpschler von Falkenstein, Sennewald, Rath (II Berlin), zul. Ldw.-J. 1. Aufg., Friedrich (I Berlin), zul. Ldw.-J. 1. Aufg., — letztere zwei jetzt Ers.-Bat. Füs.-R. 35, Hoffmann (IV Berlin), zul. Ldw.-J. 1. Aufg., jetzt b. stellvertr. 10. J.-Brig. Geister (I Berlin), zul. Ldw.-J. 1. Aufg., jetzt Ers.-Bat. Inf.-Bataillon 12. Wolff. Comm. Crossen, Müller, Vizewachtmeister (IV Berlin), jetzt Res.-Inf. Abt. 3, Amtsabschied: Rudolph (Wolftenfeld), Lt. d. Res. Feldart.-R. 39, z. Abschied bew. Ott, Oblt. Ldw.-J. 1. Aufg. (Calau), m. d. Erl. z. Tragen d. Ldw.-A.-Unif., Umber, Lt. Ldw.-Feldart. 2. Aufg. (IV Berlin), Bef.: Renner, Oblt. d. Res. a. D., zul. d. Res. J.-R. 142 (Krossen), jetzt Ers.-Bat. Ldw.-Res.-Regts. 14 (Köpen), zul. Res. Jäg.-Bats. 8, Bähr, Oblt. d. Ldw. a. D. (II Altona), zul. Ldw.-Jäg. 2. Aufg. (II Altona), jetzt Ers.-Abt. Jäg.-Bats. 9, — zu Hauptl., Grüttering, Lt. d. Ldw.-Jäg. 2. Aufg. (I Kassel), jetzt Ers.-Abt. Jäg.-Bats. 8, — zu Oblt. Amstadt, Neumann, charakt. Hauptm. a. D. (I Berlin), zul. Oblt. J.-R. 19 jetzt b. d. Insp. d. Fliegertr., als Hptm. b. d. Res.-Offz. Fliegtr.-Bats. 1, v. Ziegenhorn, Lt. d. Res. a. D., zul. b. Res. Drag.-R. 1, als Rittm. zul. 25. November 1909 bei b. Offz. b. Ldw.-Kav. 1. Aufg. (Berlin), Ziesing, Vizewachtm. d. Res. (II Berlin), jetzt Kr.-Bekl.-Amt III. Armeek., z. Lt. Ldw.-Trains 1. Aufg. bef. Bef.: Meulenbergh, Lt. d. Res. Train-Abt. 8 (Aachen), jetzt b. Feldbäckerei-Kol. 21, d. Ldw.-Feld. a. D. (II Berlin), Hamburg, Feldart., zu Oblt. bef. Zu Lts. d. Res. bef.: die Vizefeldw.: Günther (Hamburg), Schneider, Pfundhold, Naumann (Halle a. S.), Vizewachtm., Res. Fußart.-R. 20, Steinmetz, Vizewachtm. (Rheydt), Res. Mun.-Kol. 39 VIII. Armeek., Müffelbeck, Vizewachtm. (Andernach), Art.-Mun.-Kol. 39 b. VIII. Res.-A.-K. Zu Lts. d. Res. bef.: die Vizewachtm.: Anze, Lubjamo Wittenberg, Feldart.-R. 83, jetzt Res.-Feldart.-R. 15, z. Lt. d. Res., Brédan, Lt. a. D. (I Düsseldorf), zul. J.-R. 30, jetzt Res.-Hus.-R. 8, z. Oblt. [429,794,791,1964]
paragraph: Befördert: Kattner, Oblt. d. Res. J.-R. 61 (Bitterfeld), z. Hauptm., Wagner, Unteroff. J.-R. 176, z. Fähnr. Bütow, Vizefeldw. J.-R. 61, z. Fähnr. ern.; v. Witzleben, Lt. a. D. (Görlitz), zul. Drag.-R. 16, z. Oblt. bef. Befördert: Teich, Mittm., Führ. Drag.-R. 1, zu Lts. bef.: v. Auerswald, Unteroff. Kür.-R. 5, zum Fähnr., Sommerhoff, charakt. Mittm. Drag.-R. 1, ein Pat. sein. Dienstgr. verl. [66,385,411,484]
